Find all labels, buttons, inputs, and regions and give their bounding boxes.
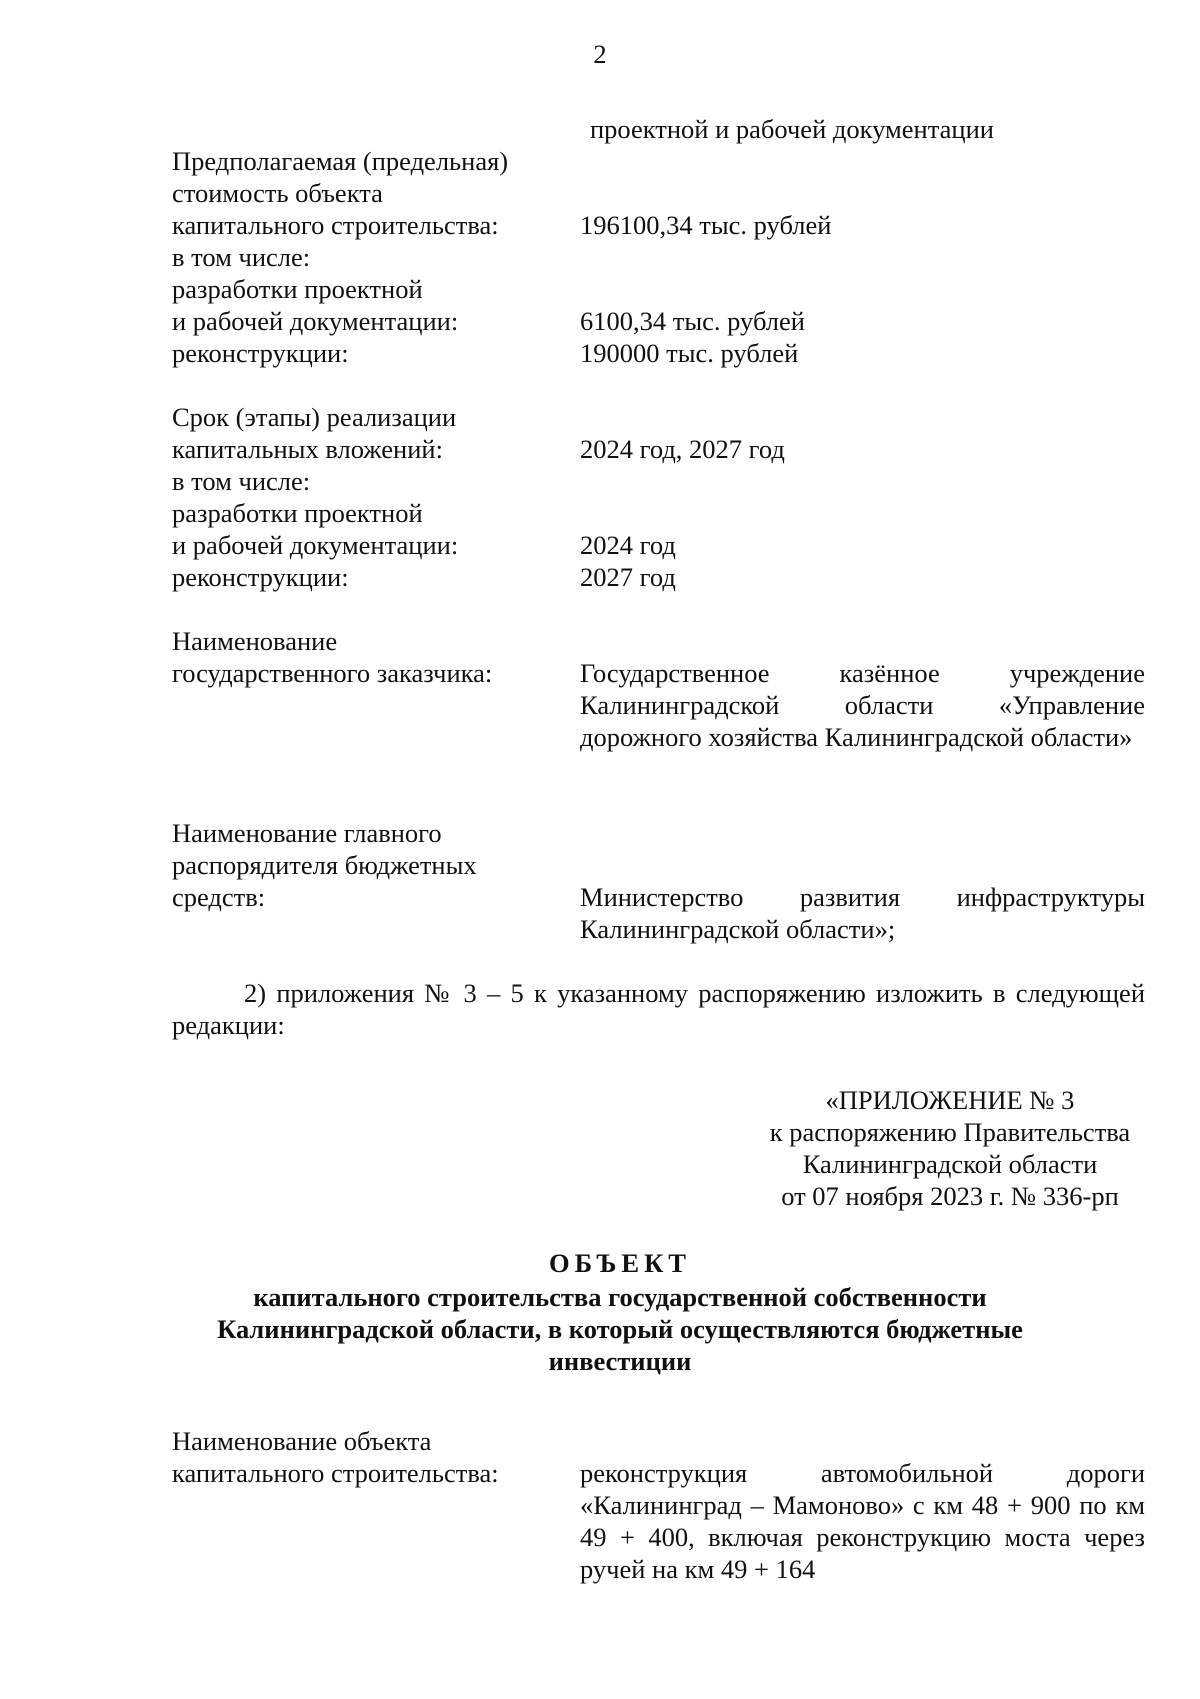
term-label — [172, 401, 552, 593]
cost-design-value: 6100,34 тыс. рублей — [580, 306, 805, 336]
customer-label-line: государственного заказчика: — [172, 658, 493, 688]
customer-label — [172, 625, 552, 689]
cost-label-line: Предполагаемая (предельная) — [172, 146, 509, 176]
object-name-label-line: Наименование объекта — [172, 1426, 432, 1456]
cost-label-line: разработки проектной — [172, 274, 423, 304]
manager-label-line: Наименование главного — [172, 818, 442, 848]
manager-value: Министерство развития инфраструктуры Калининградской области»; — [580, 882, 1145, 944]
manager-label-line: средств: — [172, 882, 266, 912]
term-reconstruction-value: 2027 год — [580, 562, 676, 592]
cost-label-line: капитального строительства: — [172, 210, 499, 240]
term-label-line: и рабочей документации: — [172, 530, 459, 560]
appendix-line: Калининградской области — [802, 1149, 1098, 1179]
term-total-value: 2024 год, 2027 год — [580, 434, 785, 464]
object-name-label-line: капитального строительства: — [172, 1458, 499, 1488]
page-number: 2 — [593, 39, 607, 69]
term-label-line: реконструкции: — [172, 562, 349, 592]
cost-label-line: в том числе: — [172, 242, 311, 272]
term-design-value: 2024 год — [580, 530, 676, 560]
continuation-line: проектной и рабочей документации — [590, 114, 994, 144]
term-label-line: капитальных вложений: — [172, 434, 443, 464]
section-heading — [180, 1247, 1060, 1377]
object-name-label — [172, 1425, 552, 1489]
cost-label-line: стоимость объекта — [172, 178, 383, 208]
term-label-line: в том числе: — [172, 466, 311, 496]
cost-total-value: 196100,34 тыс. рублей — [580, 210, 832, 240]
appendix-line: «ПРИЛОЖЕНИЕ № 3 — [825, 1085, 1075, 1115]
amendment-paragraph: 2) приложения № 3 – 5 к указанному распоряжению изложить в следующей редакции: — [172, 978, 1145, 1040]
appendix-line: от 07 ноября 2023 г. № 336-рп — [781, 1181, 1119, 1211]
cost-label-line: реконструкции: — [172, 338, 349, 368]
heading-title: ОБЪЕКТ — [549, 1248, 691, 1278]
appendix-line: к распоряжению Правительства — [769, 1117, 1131, 1147]
customer-label-line: Наименование — [172, 626, 338, 656]
object-name-value: реконструкция автомобильной дороги «Калининград – Мамоново» с км 48 + 900 по км 49 + 400, включая реконструкцию моста через ручей на км 49 + 164 — [580, 1458, 1145, 1584]
term-label-line: разработки проектной — [172, 498, 423, 528]
cost-reconstruction-value: 190000 тыс. рублей — [580, 338, 799, 368]
heading-subtitle: капитального строительства государственной собственности Калининградской области, в который осуществляются бюджетные инвестиции — [217, 1282, 1023, 1376]
manager-label-line: распорядителя бюджетных — [172, 850, 477, 880]
manager-label — [172, 817, 552, 913]
cost-label — [172, 145, 552, 369]
term-label-line: Срок (этапы) реализации — [172, 402, 457, 432]
cost-label-line: и рабочей документации: — [172, 306, 459, 336]
appendix-header — [730, 1084, 1170, 1212]
customer-value: Государственное казённое учреждение Калининградской области «Управление дорожного хозяйства Калининградской области» — [580, 658, 1145, 752]
